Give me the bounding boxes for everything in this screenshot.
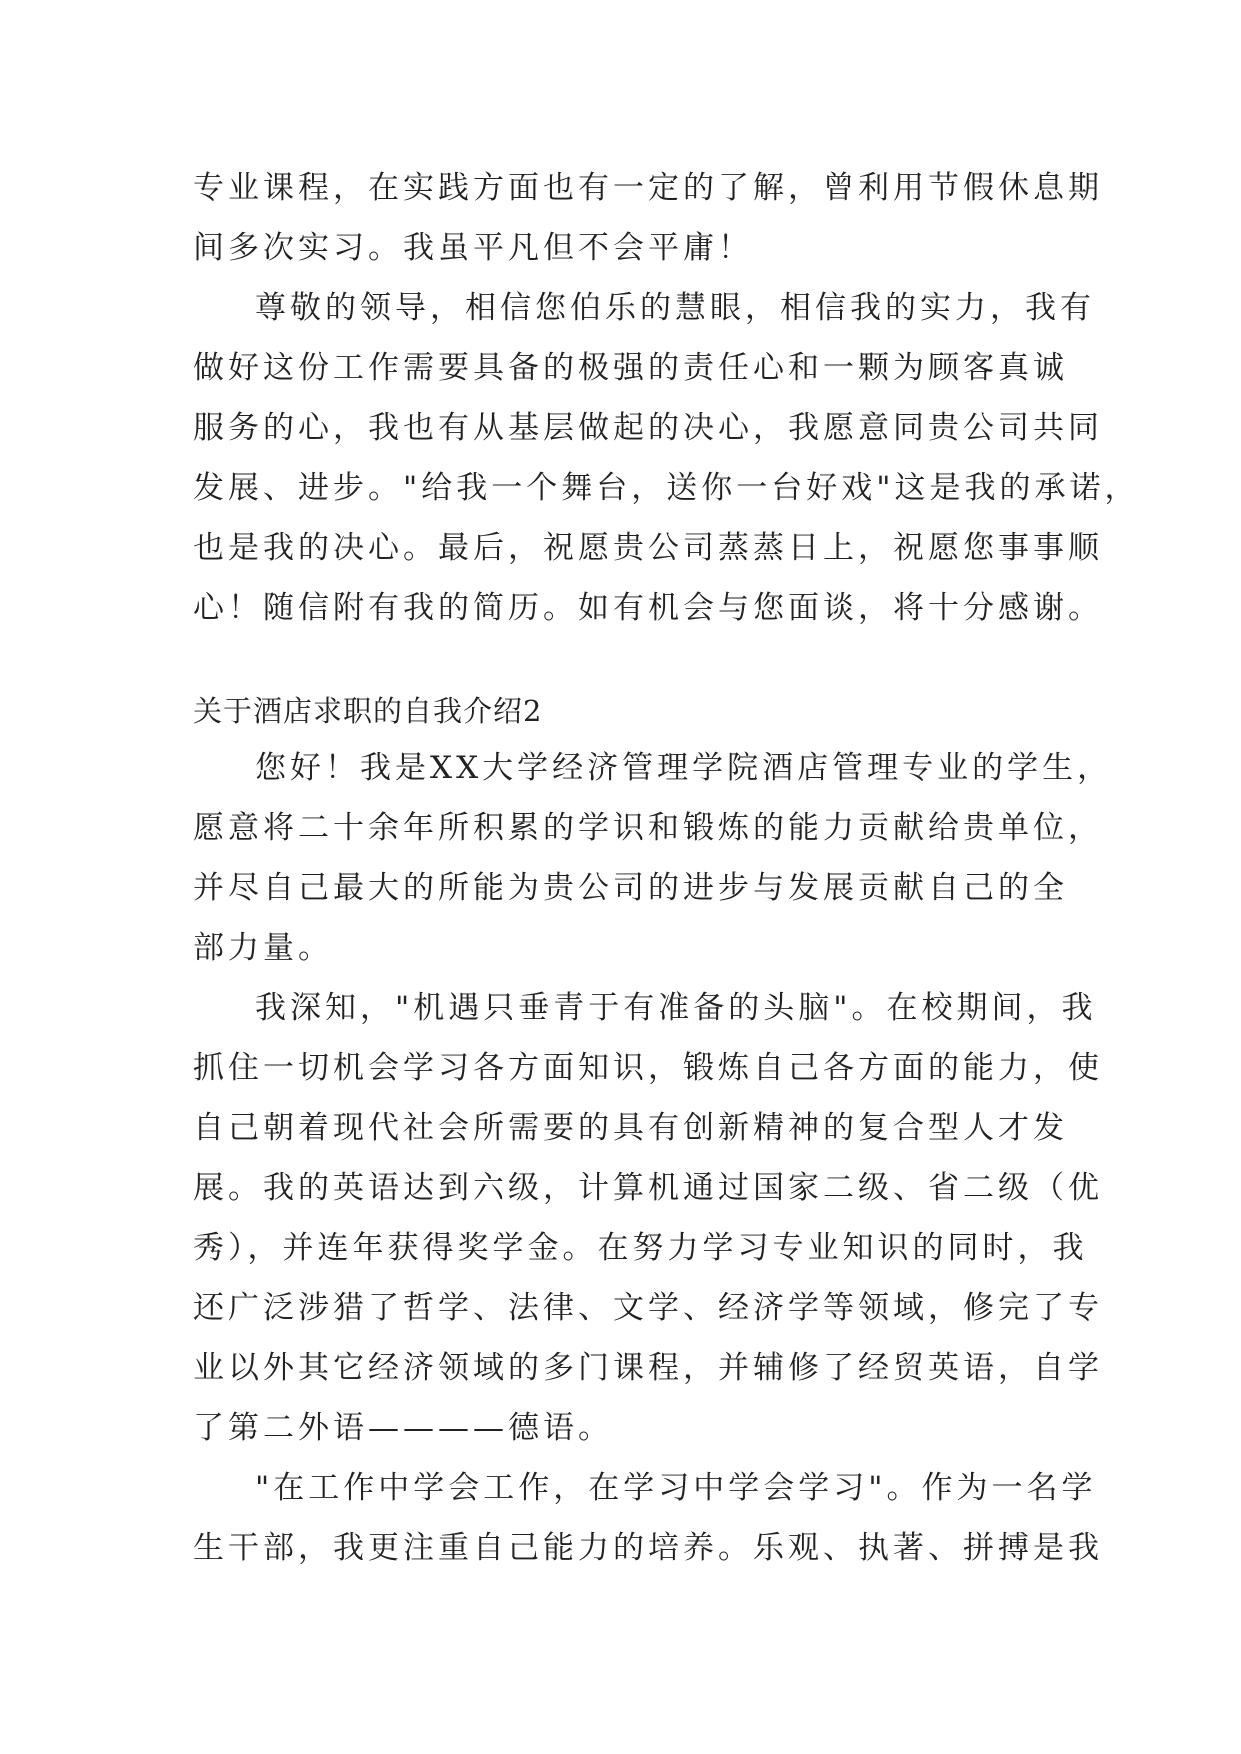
text-line: 专业课程，在实践方面也有一定的了解，曾利用节假休息期 bbox=[193, 170, 1103, 206]
paragraph-intro bbox=[193, 738, 1113, 978]
paragraph-continued bbox=[193, 158, 1103, 278]
text-line: "在工作中学会工作，在学习中学会学习"。作为一名学 bbox=[255, 1470, 1097, 1506]
text-line: 展。我的英语达到六级，计算机通过国家二级、省二级（优 bbox=[193, 1170, 1103, 1206]
text-line: 了第二外语————德语。 bbox=[193, 1410, 613, 1446]
text-line: 愿意将二十余年所积累的学识和锻炼的能力贡献给贵单位， bbox=[193, 810, 1103, 846]
text-line: 我深知，"机遇只垂青于有准备的头脑"。在校期间，我 bbox=[255, 990, 1097, 1026]
text-line: 自己朝着现代社会所需要的具有创新精神的复合型人才发 bbox=[193, 1110, 1068, 1146]
paragraph-education bbox=[193, 978, 1103, 1458]
text-line: 抓住一切机会学习各方面知识，锻炼自己各方面的能力，使 bbox=[193, 1050, 1103, 1086]
text-line: 间多次实习。我虽平凡但不会平庸！ bbox=[193, 230, 753, 266]
text-line: 还广泛涉猎了哲学、法律、文学、经济学等领域，修完了专 bbox=[193, 1290, 1103, 1326]
section-heading: 关于酒店求职的自我介绍2 bbox=[193, 694, 543, 728]
document-page bbox=[193, 158, 1140, 1578]
text-line: 部力量。 bbox=[193, 930, 333, 966]
text-line: 业以外其它经济领域的多门课程，并辅修了经贸英语，自学 bbox=[193, 1350, 1103, 1386]
paragraph-work bbox=[193, 1458, 1103, 1578]
paragraph-closing bbox=[193, 278, 1140, 638]
text-line: 您好！我是XX大学经济管理学院酒店管理专业的学生， bbox=[255, 750, 1113, 786]
section-spacer bbox=[193, 638, 1053, 684]
text-line: 服务的心，我也有从基层做起的决心，我愿意同贵公司共同 bbox=[193, 410, 1103, 446]
text-line: 并尽自己最大的所能为贵公司的进步与发展贡献自己的全 bbox=[193, 870, 1068, 906]
text-line: 秀），并连年获得奖学金。在努力学习专业知识的同时，我 bbox=[193, 1230, 1088, 1266]
text-line: 发展、进步。"给我一个舞台，送你一台好戏"这是我的承诺， bbox=[193, 470, 1140, 506]
text-line: 心！随信附有我的简历。如有机会与您面谈，将十分感谢。 bbox=[193, 590, 1103, 626]
text-line: 做好这份工作需要具备的极强的责任心和一颗为顾客真诚 bbox=[193, 350, 1068, 386]
text-line: 生干部，我更注重自己能力的培养。乐观、执著、拼搏是我 bbox=[193, 1530, 1103, 1566]
text-line: 也是我的决心。最后，祝愿贵公司蒸蒸日上，祝愿您事事顺 bbox=[193, 530, 1103, 566]
text-line: 尊敬的领导，相信您伯乐的慧眼，相信我的实力，我有 bbox=[255, 290, 1095, 326]
